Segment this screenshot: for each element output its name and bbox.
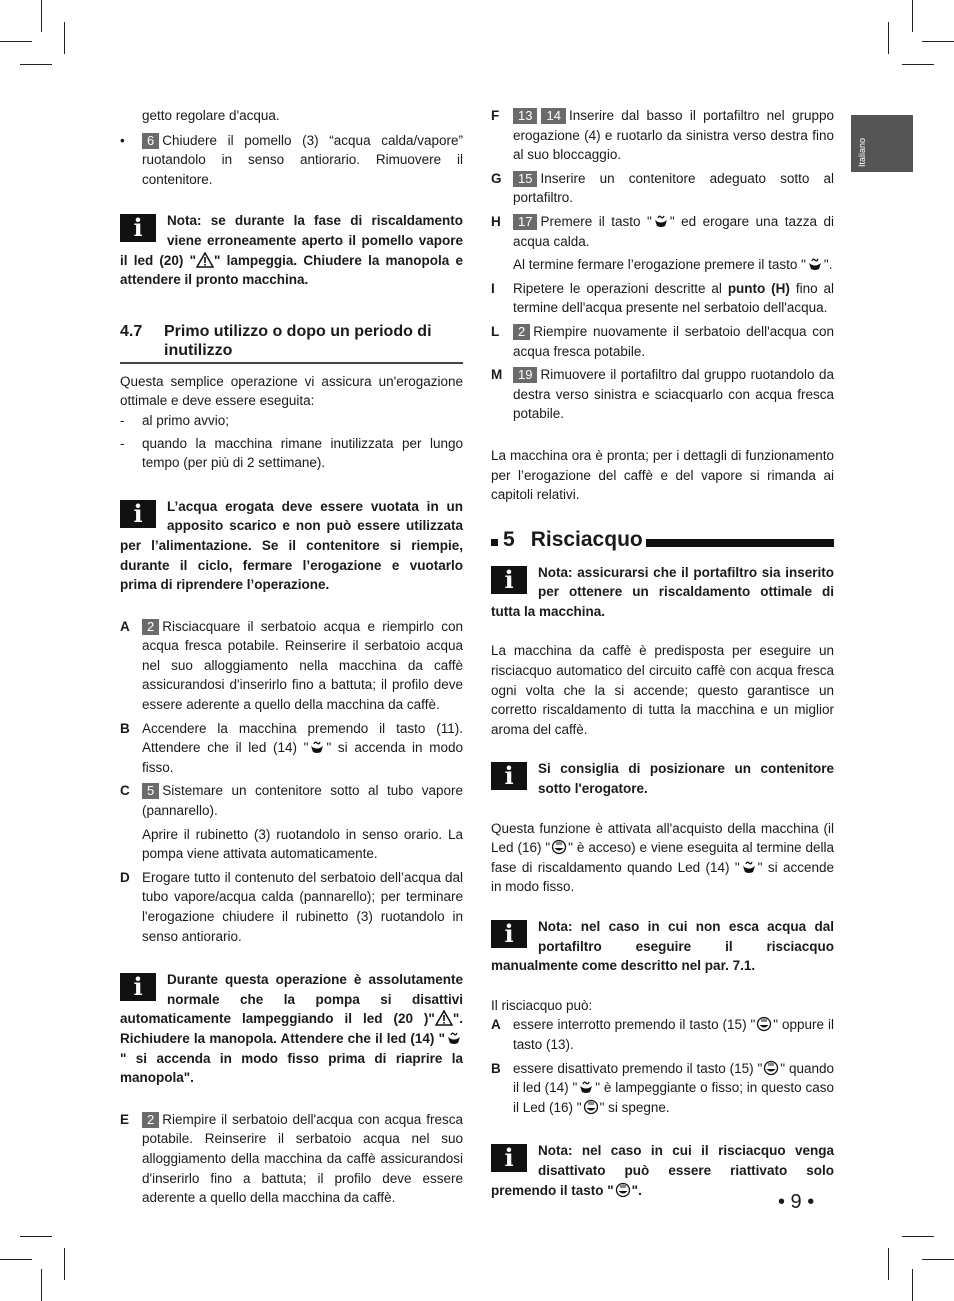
coffee-cup-icon [577, 1079, 595, 1095]
step-letter: D [120, 869, 130, 885]
bullet-text: Chiudere il pomello (3) “acqua calda/vapore” ruotandolo in senso antiorario. Rimuovere il contenitore. [142, 132, 463, 187]
crop-mark [902, 64, 934, 65]
step-text: Aprire il rubinetto (3) ruotandolo in senso orario. La pompa viene attivata automaticamente. [142, 826, 463, 862]
note-text: Durante questa operazione è assolutamente normale che la pompa si disattivi automaticamente lampeggiando il led (20 )" [120, 972, 463, 1027]
dash-text: quando la macchina rimane inutilizzata per lungo tempo (per più di 2 settimane). [142, 435, 463, 471]
note-text: ". [631, 1182, 642, 1198]
dash-text: al primo avvio; [142, 412, 230, 428]
crop-mark [912, 1269, 913, 1301]
info-icon: i [120, 214, 156, 242]
step-d [120, 868, 463, 946]
step-text: Risciacquare il serbatoio acqua e riempirlo con acqua fresca potabile. Reinserire il serbatoio acqua nel suo alloggiamento nella macchina da caffè assicurandosi d'inserirlo fino a battuta; il profilo deve essere aderente a quello della macchina da caffè. [142, 618, 463, 713]
figure-badge: 19 [513, 367, 537, 383]
info-note [491, 759, 834, 798]
step-text: ". [823, 257, 833, 273]
note-text: Nota: nel caso in cui non esca acqua dal portafiltro eseguire il risciacquo manualmente come descritto nel par. 7.1. [491, 919, 834, 974]
rinse-icon [550, 839, 568, 855]
rinse-icon [762, 1060, 780, 1076]
paragraph-text: " è acceso) e viene eseguita al termine della fase di riscaldamento quando Led (14) " [491, 840, 834, 875]
info-note [491, 917, 834, 976]
step-text: essere interrotto premendo il tasto (15) " [513, 1017, 756, 1033]
step-h [491, 212, 834, 275]
note-text: Si consiglia di posizionare un contenitore sotto l'erogatore. [538, 761, 834, 797]
info-icon: i [120, 973, 156, 1001]
crop-mark [902, 1236, 934, 1237]
step-letter: H [491, 213, 501, 229]
dash-mark: - [120, 435, 125, 451]
step-text: Riempire nuovamente il serbatoio dell'acqua con acqua fresca potabile. [513, 323, 834, 359]
step-text: " si spegne. [599, 1099, 670, 1115]
section-intro: Questa semplice operazione vi assicura un'erogazione ottimale e deve essere eseguita: [120, 373, 463, 409]
crop-mark [64, 1248, 65, 1280]
step-text: Inserire un contenitore adeguato sotto al portafiltro. [513, 170, 834, 206]
step-text: Premere il tasto " [540, 213, 652, 229]
rinse-icon [614, 1182, 632, 1198]
paragraph-text: " si accende in modo fisso. [491, 859, 834, 895]
crop-mark [20, 64, 52, 65]
crop-mark [0, 41, 32, 42]
step-text: Accendere la macchina premendo il tasto (11). Attendere che il led (14) " [142, 720, 463, 756]
step-text: Erogare tutto il contenuto del serbatoio dell’acqua dal tubo vapore/acqua calda (pannarello); per terminare l'erogazione chiudere il rubinetto (3) ruotandolo in senso antiorario. [142, 869, 463, 944]
step-letter: F [491, 108, 500, 123]
info-icon: i [491, 762, 527, 790]
rinse-icon [755, 1016, 773, 1032]
language-tab-label: Italiano [857, 137, 867, 167]
figure-badge: 2 [142, 619, 159, 635]
option-b [491, 1059, 834, 1118]
step-f [491, 106, 834, 165]
warning-icon [196, 252, 214, 268]
step-letter: E [120, 1111, 130, 1127]
crop-mark [64, 22, 65, 54]
step-text: Riempire il serbatoio dell'acqua con acqua fresca potabile. Reinserire il serbatoio acqua nel suo alloggiamento della macchina da caffè assicurandosi d'inserirlo fino a battuta; il profilo deve essere aderente a quello della macchina da caffè. [142, 1111, 463, 1206]
heading-bar [646, 539, 834, 547]
section-title: Primo utilizzo o dopo un periodo di inutilizzo [164, 322, 432, 359]
left-column [120, 106, 463, 1212]
step-e [120, 1110, 463, 1208]
info-note [120, 211, 463, 289]
step-letter: A [120, 618, 130, 634]
language-tab [851, 115, 913, 172]
crop-mark [888, 1248, 889, 1280]
step-text: " è lampeggiante o fisso; in questo caso il Led (16) " [513, 1080, 834, 1115]
dash-item [120, 411, 463, 431]
step-text: Sistemare un contenitore sotto al tubo vapore (pannarello). [142, 783, 463, 819]
info-icon: i [491, 1144, 527, 1172]
crop-mark [922, 41, 954, 42]
step-a [120, 617, 463, 715]
paragraph-text: Questa funzione è attivata all'acquisto della macchina (il Led (16) " [491, 820, 834, 856]
step-m [491, 365, 834, 424]
figure-badge: 13 [513, 108, 537, 124]
step-text: " ed erogare una tazza di acqua calda. [513, 213, 834, 249]
option-a [491, 1015, 834, 1054]
step-b [120, 719, 463, 778]
figure-badge: 2 [142, 1112, 159, 1128]
figure-badge: 15 [513, 171, 537, 187]
step-text: fino al termine dell'acqua presente nel serbatoio dell'acqua. [513, 280, 834, 316]
step-letter: M [491, 367, 503, 383]
step-text: " quando il led (14) " [513, 1060, 834, 1096]
step-letter: A [491, 1017, 501, 1033]
bullet-mark: • [120, 132, 125, 148]
step-text: essere disattivato premendo il tasto (15) " [513, 1060, 763, 1076]
step-g [491, 169, 834, 208]
info-icon: i [491, 566, 527, 594]
coffee-cup-icon [308, 739, 326, 755]
coffee-cup-icon [740, 859, 758, 875]
intro-text: getto regolare d'acqua. [142, 108, 280, 123]
coffee-cup-icon [652, 213, 670, 229]
step-letter: B [491, 1060, 501, 1076]
step-text: Inserire dal basso il portafiltro nel gruppo erogazione (4) e ruotarlo da sinistra verso destra fino al suo bloccaggio. [513, 108, 834, 163]
step-i [491, 279, 834, 318]
figure-badge: 14 [541, 108, 565, 124]
step-letter: I [491, 280, 495, 296]
figure-badge: 17 [513, 214, 537, 230]
step-letter: L [491, 323, 500, 339]
coffee-cup-icon [445, 1030, 463, 1046]
step-text: " si accenda in modo fisso. [142, 740, 463, 775]
page-number: • 9 • [778, 1191, 815, 1213]
figure-badge: 6 [142, 133, 159, 149]
section-heading [491, 527, 834, 553]
note-text: ". Richiudere la manopola. Attendere che il led (14) " [120, 1011, 463, 1046]
step-text: Rimuovere il portafiltro dal gruppo ruotandolo da destra verso sinistra e sciacquarlo con acqua fresca potabile. [513, 367, 834, 422]
crop-mark [888, 22, 889, 54]
crop-mark [41, 1269, 42, 1301]
body-paragraph: La macchina da caffè è predisposta per eseguire un risciacquo automatico del circuito caffè con acqua fresca ogni volta che la si accende; questo garantisce un corretto riscaldamento di tutta la macchina e un miglior aroma del caffè. [491, 643, 834, 737]
step-letter: C [120, 783, 130, 799]
section-title: Risciacquo [530, 527, 643, 551]
step-letter: B [120, 720, 130, 736]
step-c [120, 781, 463, 863]
note-text: Nota: se durante la fase di riscaldamento viene erroneamente aperto il pomello vapore il led (20) " [120, 213, 463, 268]
crop-mark [20, 1236, 52, 1237]
coffee-cup-icon [806, 256, 824, 272]
section-number: 5 [503, 527, 515, 551]
section-heading [120, 322, 463, 364]
note-text: " si accenda in modo fisso prima di riaprire la manopola". [120, 1050, 463, 1086]
step-text: Al termine fermare l’erogazione premere il tasto " [513, 257, 806, 273]
note-text: " lampeggia. Chiudere la manopola e attendere il pronto macchina. [120, 252, 463, 288]
info-note [120, 497, 463, 595]
step-letter: G [491, 170, 502, 186]
ready-text: La macchina ora è pronta; per i dettagli di funzionamento per l’erogazione del caffè e del vapore si rimanda ai capitoli relativi. [491, 447, 834, 503]
right-column [491, 106, 834, 1200]
dash-item [120, 434, 463, 473]
crop-mark [0, 1259, 32, 1260]
info-note [120, 970, 463, 1088]
dash-mark: - [120, 412, 125, 428]
crop-mark [912, 0, 913, 32]
step-reference: punto (H) [727, 280, 790, 296]
rinse-icon [582, 1099, 600, 1115]
section-number: 4.7 [120, 322, 143, 340]
info-icon: i [491, 920, 527, 948]
info-icon: i [120, 500, 156, 528]
info-note [491, 563, 834, 622]
figure-badge: 2 [513, 324, 530, 340]
step-l [491, 322, 834, 361]
note-text: L’acqua erogata deve essere vuotata in un apposito scarico e non può essere utilizzata per l’alimentazione. Se il contenitore si riempie, durante il ciclo, fermare l’erogazione e vuotarlo prima di riprendere l’operazione. [120, 498, 463, 593]
crop-mark [922, 1259, 954, 1260]
body-paragraph [491, 819, 834, 897]
crop-mark [41, 0, 42, 32]
bullet-item [120, 131, 463, 190]
step-text: " oppure il tasto (13). [513, 1017, 835, 1052]
warning-icon [435, 1010, 453, 1026]
note-text: Nota: nel caso in cui il risciacquo venga disattivato può essere riattivato solo premendo il tasto " [491, 1143, 834, 1198]
figure-badge: 5 [142, 783, 159, 799]
body-paragraph: Il risciacquo può: [491, 997, 593, 1013]
step-text: Ripetere le operazioni descritte al [513, 280, 728, 296]
note-text: Nota: assicurarsi che il portafiltro sia inserito per ottenere un riscaldamento ottimale di tutta la macchina. [491, 564, 834, 619]
heading-square [491, 539, 498, 546]
